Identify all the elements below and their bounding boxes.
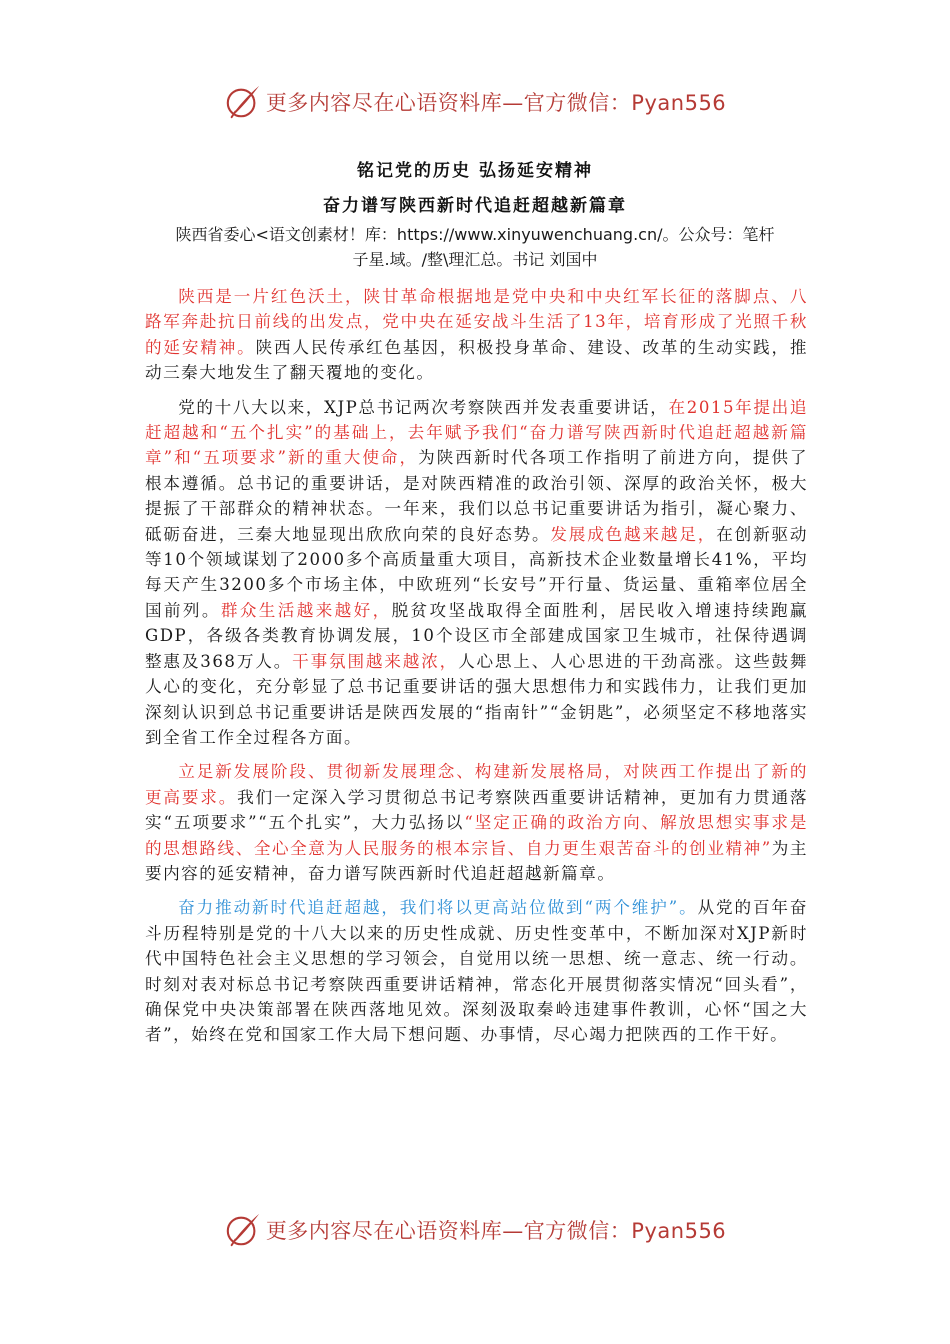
text-run: 在创新驱动等10个领域谋划了2000多个高质量重大项目，高新技术企业数量增长41%，平均每天产生3200多个市场主体，中欧班列“长安号”开行量、货运量、重箱率位居全国前列。 [145,524,809,620]
paragraph-1 [145,284,808,386]
header-banner [0,80,950,124]
text-run: 从党的百年奋斗历程特别是党的十八大以来的历史性成就、历史性变革中，不断加深对XJP新时代中国特色社会主义思想的学习领会，自觉用以统一思想、统一意志、统一行动。时刻对表对标总书记考察陕西重要讲话精神，常态化开展贯彻落实情况“回头看”，确保党中央决策部署在陕西落地见效。深刻汲取秦岭违建事件教训，心怀“国之大者”，始终在党和国家工作大局下想问题、办事情，尽心竭力把陕西的工作干好。 [145,898,808,1045]
page-subtitle: 奋力谱写陕西新时代追赶超越新篇章 [323,196,627,216]
text-run: 陕西人民传承红色基因，积极投身革命、建设、改革的生动实践，推动三秦大地发生了翻天覆地的变化。 [145,337,809,383]
footer-banner [0,1208,950,1252]
highlight-red: 干事氛围越来越浓， [292,651,459,671]
text-run: 为主要内容的延安精神，奋力谱写陕西新时代追赶超越新篇章。 [145,838,808,883]
paragraph-4 [145,895,808,1047]
highlight-red: 在2015年提出追赶超越和“五个扎实”的基础上，去年赋予我们“奋力谱写陕西新时代追赶超越新篇章”和“五项要求”新的重大使命， [145,397,808,468]
text-run: 人心思上、人心思进的干劲高涨。这些鼓舞人心的变化，充分彰显了总书记重要讲话的强大思想伟力和实践伟力，让我们更加深刻认识到总书记重要讲话是陕西发展的“指南针”“金钥匙”，必须坚定不移地落实到全省工作全过程各方面。 [145,651,808,747]
text-run: 脱贫攻坚战取得全面胜利，居民收入增速持续跑赢GDP，各级各类教育协调发展，10个设区市全部建成国家卫生城市，社保待遇调整惠及368万人。 [145,600,809,671]
highlight-red: 发展成色越来越足， [550,524,717,544]
highlight-red: 群众生活越来越好， [220,600,392,620]
highlight-blue: 奋力推动新时代追赶超越，我们将以更高站位做到“两个维护”。 [178,898,698,918]
quill-logo-icon [224,83,262,121]
author-line-1: 陕西省委心<语文创素材！库：https://www.xinyuwenchuang.cn/。公众号：笔杆 [175,225,775,244]
text-run: 为陕西新时代各项工作指明了前进方向，提供了根本遵循。总书记的重要讲话，是对陕西精准的政治引领、深厚的政治关怀，极大提振了干部群众的精神状态。一年来，我们以总书记重要讲话为指引，凝心聚力、砥砺奋进，三秦大地显现出欣欣向荣的良好态势。 [145,448,808,544]
banner-text: 更多内容尽在心语资料库—官方微信：Pyan556 [265,1219,727,1243]
banner-text: 更多内容尽在心语资料库—官方微信：Pyan556 [265,91,727,115]
page-title: 铭记党的历史 弘扬延安精神 [357,161,593,181]
paragraph-2 [145,395,808,751]
author-line-2: 子星.域。/整\理汇总。书记 刘国中 [352,250,598,269]
quill-logo-icon [224,1211,262,1249]
highlight-red: “坚定正确的政治方向、解放思想实事求是的思想路线、全心全意为人民服务的根本宗旨、自力更生艰苦奋斗的创业精神” [145,813,809,858]
highlight-red: 陕西是一片红色沃土，陕甘革命根据地是党中央和中央红军长征的落脚点、八路军奔赴抗日前线的出发点，党中央在延安战斗生活了13年，培育形成了光照千秋的延安精神。 [145,287,808,357]
banner-content [224,83,726,121]
text-run: 我们一定深入学习贯彻总书记考察陕西重要讲话精神，更加有力贯通落实“五项要求”“五个扎实”，大力弘扬以 [145,787,809,833]
text-run: 党的十八大以来，XJP总书记两次考察陕西并发表重要讲话， [178,397,669,417]
paragraph-3 [145,759,808,886]
highlight-red: 立足新发展阶段、贯彻新发展理念、构建新发展格局，对陕西工作提出了新的更高要求。 [145,762,808,807]
author-line [0,222,950,272]
banner-content [224,1211,726,1249]
article-body [145,284,808,1057]
